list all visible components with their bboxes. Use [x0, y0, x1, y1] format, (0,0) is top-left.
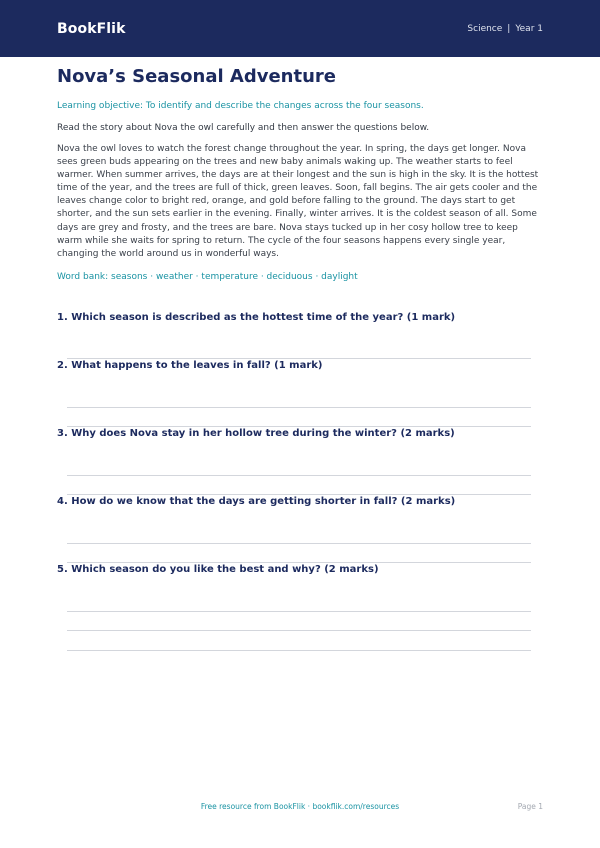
- subject-label: Science: [467, 23, 503, 34]
- answer-line[interactable]: [67, 543, 531, 544]
- subject-year-label: [467, 24, 543, 34]
- question-3: [57, 427, 543, 440]
- page-footer: [0, 802, 600, 814]
- question-5: [57, 563, 543, 576]
- question-text: 4. How do we know that the days are getting shorter in fall? (2 marks): [57, 496, 456, 507]
- word-bank: Word bank: seasons · weather · temperature · deciduous · daylight: [57, 271, 358, 282]
- question-text: 3. Why does Nova stay in her hollow tree during the winter? (2 marks): [57, 428, 455, 439]
- brand-logo: BookFlik: [57, 20, 126, 37]
- question-4: [57, 495, 543, 508]
- answer-line[interactable]: [67, 407, 531, 408]
- worksheet-intro: [57, 66, 543, 283]
- question-text: 1. Which season is described as the hottest time of the year? (1 mark): [57, 312, 456, 323]
- answer-line[interactable]: [67, 611, 531, 612]
- page-header: [0, 0, 600, 57]
- question-2: [57, 359, 543, 372]
- answer-line[interactable]: [67, 630, 531, 631]
- answer-line[interactable]: [67, 650, 531, 651]
- year-label: Year 1: [515, 23, 543, 34]
- header-separator: |: [507, 23, 511, 34]
- page-title: Nova’s Seasonal Adventure: [57, 66, 336, 87]
- footer-credit-link[interactable]: Free resource from BookFlik · bookflik.com/resources: [200, 802, 400, 811]
- learning-objective: Learning objective: To identify and describe the changes across the four seasons.: [57, 101, 424, 111]
- instructions-text: Read the story about Nova the owl carefully and then answer the questions below.: [57, 123, 430, 133]
- question-1: [57, 311, 543, 324]
- question-text: 2. What happens to the leaves in fall? (1 mark): [57, 360, 323, 371]
- page-number: Page 1: [517, 802, 543, 811]
- question-text: 5. Which season do you like the best and why? (2 marks): [57, 564, 379, 575]
- story-text: Nova the owl loves to watch the forest change throughout the year. In spring, the days get longer. Nova sees green buds appearing on the trees and new baby animals waking up. The weather starts to feel warmer. When summer arrives, the days are at their longest and the sun is high in the sky. It is the hottest time of the year, and the trees are full of thick, green leaves. Soon, fall begins. The air gets cooler and the leaves change color to bright red, orange, and gold before falling to the ground. The days start to get shorter, and the sun sets earlier in the evening. Finally, winter arrives. It is the coldest season of all. Some days are grey and frosty, and the trees are bare. Nova stays tucked up in her cosy hollow tree to keep warm while she waits for spring to return. The cycle of the four seasons happens every single year, changing the world around us in wonderful ways.: [57, 144, 539, 259]
- answer-line[interactable]: [67, 475, 531, 476]
